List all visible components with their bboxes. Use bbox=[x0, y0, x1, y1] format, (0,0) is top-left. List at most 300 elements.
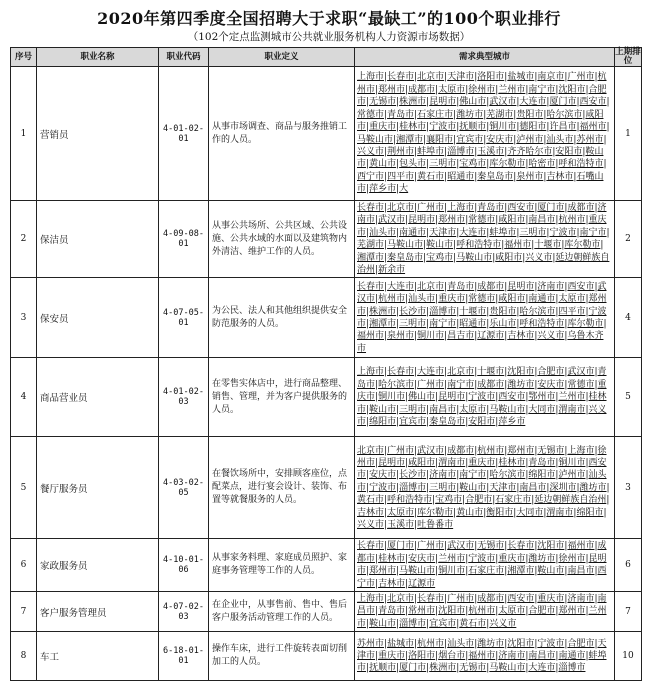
occupation-name: 商品营业员 bbox=[37, 358, 159, 437]
city-item: 株洲市 bbox=[399, 97, 427, 108]
city-item: 无锡市 bbox=[369, 97, 397, 108]
city-item: 厦门市 bbox=[399, 663, 427, 674]
city-item: 杭州市 bbox=[477, 445, 505, 456]
city-item: 成都市 bbox=[408, 84, 436, 95]
city-item: 哈尔滨市 bbox=[378, 379, 415, 390]
city-item: 杭州市 bbox=[357, 72, 607, 95]
city-item: 鄂州市 bbox=[528, 392, 556, 403]
occupation-definition: 从事家务料理、家庭成员照护、家庭事务管理等工作的人员。 bbox=[209, 539, 355, 592]
city-item: 重庆市 bbox=[357, 379, 607, 403]
row-number: 3 bbox=[11, 278, 37, 358]
city-item: 昆明市 bbox=[378, 457, 406, 468]
city-item: 绵阳市 bbox=[528, 470, 556, 481]
city-item: 长春市 bbox=[387, 72, 415, 83]
city-item: 武汉市 bbox=[357, 281, 607, 305]
city-item: 长沙市 bbox=[399, 470, 427, 481]
city-item: 吉林市 bbox=[507, 331, 535, 342]
city-item: 衡阳市 bbox=[486, 507, 514, 518]
city-item: 延边朝鲜族自治州 bbox=[534, 495, 607, 506]
city-item: 无锡市 bbox=[477, 541, 505, 552]
city-item: 北京市 bbox=[417, 72, 445, 83]
city-item: 桂林市 bbox=[357, 392, 607, 415]
previous-rank: 6 bbox=[615, 539, 642, 592]
city-item: 南宁市 bbox=[429, 318, 457, 329]
row-number: 6 bbox=[11, 539, 37, 592]
city-item: 铜川市 bbox=[558, 457, 586, 468]
city-item: 鞍山市 bbox=[369, 618, 397, 629]
city-item: 德阳市 bbox=[519, 122, 547, 133]
header-no: 序号 bbox=[11, 48, 37, 67]
city-item: 北京市 bbox=[387, 594, 415, 605]
header-def: 职业定义 bbox=[209, 48, 355, 67]
city-item: 大连市 bbox=[528, 663, 556, 674]
occupation-name: 客户服务管理员 bbox=[37, 592, 159, 632]
city-item: 渭南市 bbox=[558, 404, 586, 415]
city-item: 乐山市 bbox=[489, 318, 517, 329]
city-item: 大连市 bbox=[519, 97, 547, 108]
city-item: 西安市 bbox=[507, 594, 535, 605]
occupation-definition: 在零售实体店中，进行商品整理、销售、管理，并为客户提供服务的人员。 bbox=[209, 358, 355, 437]
city-item: 南昌市 bbox=[528, 651, 556, 662]
city-item: 铜川市 bbox=[378, 392, 406, 403]
header-rank: 上期排位 bbox=[615, 47, 641, 66]
city-item: 宁波市 bbox=[549, 227, 577, 238]
city-item: 黄石市 bbox=[417, 171, 445, 182]
city-item: 库尔勒市 bbox=[567, 318, 604, 329]
city-item: 黄石市 bbox=[459, 618, 487, 629]
city-item: 广州市 bbox=[417, 541, 445, 552]
city-item: 淄博市 bbox=[399, 482, 427, 493]
city-item: 杭州市 bbox=[378, 294, 406, 305]
city-item: 大同市 bbox=[528, 404, 556, 415]
header-name: 职业名称 bbox=[37, 48, 159, 67]
table-row bbox=[11, 539, 642, 592]
city-item: 重庆市 bbox=[537, 594, 565, 605]
row-number: 4 bbox=[11, 358, 37, 437]
header-cities: 需求典型城市 bbox=[355, 48, 615, 67]
city-item: 南昌市 bbox=[567, 566, 595, 577]
city-item: 咸阳市 bbox=[408, 457, 436, 468]
page-subtitle: （102个定点监测城市公共就业服务机构人力资源市场数据） bbox=[187, 31, 471, 43]
city-item: 合肥市 bbox=[357, 84, 607, 108]
city-item: 淄博市 bbox=[558, 663, 586, 674]
typical-cities: 苏州市|盐城市|杭州市|汕头市|潍坊市|沈阳市|宁波市|合肥市|天津市|重庆市|洛阳市|烟台市|福州市|济南市|南昌市|南通市|蚌埠市|抚顺市|厦门市|株洲市|无锡市|马鞍山市|大连市|淄博市 bbox=[355, 632, 615, 681]
city-item: 株洲市 bbox=[369, 306, 397, 317]
city-item: 西安市 bbox=[498, 392, 526, 403]
city-item: 青岛市 bbox=[378, 606, 406, 617]
occupation-name: 营销员 bbox=[37, 67, 159, 201]
typical-cities: 北京市|广州市|武汉市|成都市|杭州市|郑州市|无锡市|上海市|徐州市|昆明市|咸阳市|渭南市|重庆市|桂林市|青岛市|铜川市|西安市|安庆市|长沙市|济南市|南宁市|哈尔滨市|绵阳市|泸州市|汕头市|宁波市|淄博市|三明市|鞍山市|天津市|南昌市|深圳市|潍坊市|黄石市|呼和浩特市|宝鸡市|合肥市|石家庄市|延边朝鲜族自治州|吉林市|太原市|库尔勒市|黄山市|衡阳市|大同市|渭南市|绵阳市|兴义市|玉溪市|吐鲁番市 bbox=[355, 437, 615, 539]
city-item: 太原市 bbox=[459, 404, 487, 415]
city-item: 贵阳市 bbox=[489, 306, 517, 317]
occupation-definition: 为公民、法人和其他组织提供安全防范服务的人员。 bbox=[209, 278, 355, 358]
city-item: 大连市 bbox=[387, 281, 415, 292]
city-item: 烟台市 bbox=[438, 651, 466, 662]
city-item: 马鞍山市 bbox=[399, 566, 436, 577]
city-item: 广州市 bbox=[417, 379, 445, 390]
city-item: 辽源市 bbox=[408, 578, 436, 589]
typical-cities: 长春市|北京市|广州市|上海市|青岛市|西安市|厦门市|成都市|济南市|武汉市|昆明市|郑州市|常德市|咸阳市|南昌市|杭州市|重庆市|汕头市|南通市|天津市|大连市|蚌埠市|三明市|宁波市|南宁市|芜湖市|马鞍山市|鞍山市|呼和浩特市|福州市|十堰市|库尔勒市|湘潭市|秦皇岛市|宝鸡市|马鞍山市|咸阳市|兴义市|延边朝鲜族自治州|新余市 bbox=[355, 201, 615, 278]
occupation-code: 4-03-02-05 bbox=[159, 437, 209, 539]
city-item: 济南市 bbox=[537, 281, 565, 292]
city-item: 天津市 bbox=[429, 227, 457, 238]
city-item: 三明市 bbox=[519, 227, 547, 238]
city-item: 苏州市 bbox=[576, 134, 604, 145]
previous-rank: 1 bbox=[615, 67, 642, 201]
city-item: 三明市 bbox=[429, 159, 457, 170]
city-item: 玉溪市 bbox=[477, 146, 505, 157]
city-item: 蚌埠市 bbox=[489, 227, 517, 238]
header-code: 职业代码 bbox=[159, 48, 209, 67]
city-item: 郑州市 bbox=[507, 445, 535, 456]
city-item: 兰州市 bbox=[558, 392, 586, 403]
city-item: 安阳市 bbox=[555, 146, 583, 157]
city-item: 徐州市 bbox=[357, 445, 607, 468]
city-item: 佛山市 bbox=[459, 97, 487, 108]
city-item: 福州市 bbox=[357, 331, 385, 342]
city-item: 北京市 bbox=[387, 203, 415, 213]
city-item: 合肥市 bbox=[528, 606, 556, 617]
city-item: 南通市 bbox=[528, 294, 556, 305]
city-item: 郑州市 bbox=[558, 606, 586, 617]
city-item: 兴义市 bbox=[537, 331, 565, 342]
city-item: 昆明市 bbox=[357, 553, 607, 577]
city-item: 天津市 bbox=[489, 482, 517, 493]
city-item: 西安市 bbox=[579, 97, 607, 108]
city-item: 哈尔滨市 bbox=[546, 109, 583, 120]
city-item: 湘潭市 bbox=[369, 318, 397, 329]
city-item: 沈阳市 bbox=[438, 606, 466, 617]
city-item: 广州市 bbox=[387, 445, 415, 456]
typical-cities: 上海市|北京市|长春市|广州市|成都市|西安市|重庆市|济南市|南昌市|青岛市|常州市|沈阳市|杭州市|太原市|合肥市|郑州市|兰州市|鞍山市|淄博市|宜宾市|黄石市|兴义市 bbox=[355, 592, 615, 632]
city-item: 泸州市 bbox=[516, 134, 544, 145]
row-number: 7 bbox=[11, 592, 37, 632]
city-item: 库尔勒市 bbox=[489, 159, 526, 170]
city-item: 抚顺市 bbox=[459, 122, 487, 133]
row-number: 5 bbox=[11, 437, 37, 539]
city-item: 福州市 bbox=[468, 651, 496, 662]
city-item: 大同市 bbox=[516, 507, 544, 518]
city-item: 郑州市 bbox=[438, 215, 466, 226]
occupation-definition: 操作车床，进行工件旋转表面切削加工的人员。 bbox=[209, 632, 355, 681]
occupation-code: 4-01-02-01 bbox=[159, 67, 209, 201]
city-item: 沈阳市 bbox=[558, 84, 586, 95]
city-item: 秦皇岛市 bbox=[387, 252, 424, 263]
city-item: 昭通市 bbox=[459, 318, 487, 329]
city-item: 秦皇岛市 bbox=[429, 417, 466, 428]
city-item: 常州市 bbox=[408, 606, 436, 617]
city-item: 泉州市 bbox=[516, 171, 544, 182]
city-item: 库尔勒市 bbox=[417, 507, 454, 518]
occupation-code: 4-01-02-03 bbox=[159, 358, 209, 437]
city-item: 辽源市 bbox=[477, 331, 505, 342]
city-item: 鞍山市 bbox=[537, 566, 565, 577]
city-item: 无锡市 bbox=[537, 445, 565, 456]
city-item: 桂林市 bbox=[399, 122, 427, 133]
city-item: 昌吉市 bbox=[447, 331, 475, 342]
city-item: 安庆市 bbox=[408, 553, 436, 564]
city-item: 上海市 bbox=[357, 594, 385, 605]
city-item: 宁波市 bbox=[429, 122, 457, 133]
occupation-name: 保洁员 bbox=[37, 201, 159, 278]
row-number: 1 bbox=[11, 67, 37, 201]
city-item: 佛山市 bbox=[408, 392, 436, 403]
city-item: 重庆市 bbox=[438, 294, 466, 305]
city-item: 南昌市 bbox=[528, 215, 556, 226]
city-item: 济南市 bbox=[357, 203, 607, 226]
city-item: 广州市 bbox=[417, 203, 445, 213]
table-row bbox=[11, 592, 642, 632]
city-item: 大连市 bbox=[417, 367, 445, 378]
city-item: 马鞍山市 bbox=[456, 252, 493, 263]
city-item: 兰州市 bbox=[357, 606, 607, 629]
city-item: 重庆市 bbox=[498, 553, 526, 564]
occupation-name: 保安员 bbox=[37, 278, 159, 358]
city-item: 上海市 bbox=[357, 72, 385, 83]
city-item: 泉州市 bbox=[387, 331, 415, 342]
city-item: 福州市 bbox=[579, 122, 607, 133]
city-item: 宁波市 bbox=[468, 392, 496, 403]
city-item: 三明市 bbox=[399, 318, 427, 329]
city-item: 淄博市 bbox=[399, 618, 427, 629]
city-item: 武汉市 bbox=[447, 541, 475, 552]
city-item: 大 bbox=[399, 184, 409, 195]
city-item: 上海市 bbox=[567, 445, 595, 456]
city-item: 湘潭市 bbox=[396, 134, 424, 145]
table-row bbox=[11, 358, 642, 437]
city-item: 吉林市 bbox=[546, 171, 574, 182]
row-number: 2 bbox=[11, 201, 37, 278]
city-item: 成都市 bbox=[567, 203, 595, 213]
city-item: 厦门市 bbox=[537, 203, 565, 213]
city-item: 青岛市 bbox=[357, 367, 607, 390]
city-item: 青岛市 bbox=[477, 203, 505, 213]
city-item: 上海市 bbox=[357, 367, 385, 378]
city-item: 马鞍山市 bbox=[357, 134, 394, 145]
city-item: 咸阳市 bbox=[498, 215, 526, 226]
city-item: 潍坊市 bbox=[456, 109, 484, 120]
city-item: 太原市 bbox=[498, 606, 526, 617]
city-item: 深圳市 bbox=[549, 482, 577, 493]
city-item: 桂林市 bbox=[498, 457, 526, 468]
city-item: 萍乡市 bbox=[498, 417, 526, 428]
city-item: 马鞍山市 bbox=[489, 663, 526, 674]
city-item: 马鞍山市 bbox=[489, 404, 526, 415]
city-item: 鞍山市 bbox=[459, 482, 487, 493]
city-item: 昆明市 bbox=[429, 97, 457, 108]
city-item: 株洲市 bbox=[429, 663, 457, 674]
city-item: 蚌埠市 bbox=[357, 651, 607, 674]
occupation-name: 车工 bbox=[37, 632, 159, 681]
occupation-code: 6-18-01-01 bbox=[159, 632, 209, 681]
city-item: 广州市 bbox=[447, 594, 475, 605]
city-item: 常德市 bbox=[567, 379, 595, 390]
city-item: 芜湖市 bbox=[486, 109, 514, 120]
city-item: 杭州市 bbox=[468, 606, 496, 617]
city-item: 无锡市 bbox=[459, 663, 487, 674]
city-item: 南通市 bbox=[399, 227, 427, 238]
city-item: 汕头市 bbox=[408, 294, 436, 305]
city-item: 汕头市 bbox=[357, 470, 607, 493]
city-item: 兴义市 bbox=[357, 404, 607, 428]
city-item: 四平市 bbox=[387, 171, 415, 182]
city-item: 铜川市 bbox=[489, 122, 517, 133]
city-item: 南昌市 bbox=[429, 404, 457, 415]
city-item: 武汉市 bbox=[417, 445, 445, 456]
city-item: 石家庄市 bbox=[468, 566, 505, 577]
city-item: 石家庄市 bbox=[495, 495, 532, 506]
city-item: 洛阳市 bbox=[408, 651, 436, 662]
city-item: 兴义市 bbox=[357, 519, 385, 530]
city-item: 渭南市 bbox=[546, 507, 574, 518]
city-item: 南宁市 bbox=[447, 379, 475, 390]
city-item: 北京市 bbox=[417, 281, 445, 292]
city-item: 咸阳市 bbox=[498, 294, 526, 305]
city-item: 哈尔滨市 bbox=[489, 470, 526, 481]
city-item: 汕头市 bbox=[447, 638, 475, 649]
city-item: 兴义市 bbox=[357, 146, 385, 157]
city-item: 荆州市 bbox=[387, 146, 415, 157]
city-item: 西安市 bbox=[567, 281, 595, 292]
city-item: 青岛市 bbox=[528, 457, 556, 468]
city-item: 南宁市 bbox=[459, 470, 487, 481]
city-item: 长沙市 bbox=[399, 306, 427, 317]
city-item: 十堰市 bbox=[459, 306, 487, 317]
city-item: 厦门市 bbox=[549, 97, 577, 108]
city-item: 宝鸡市 bbox=[426, 252, 454, 263]
city-item: 宜宾市 bbox=[456, 134, 484, 145]
city-item: 宝鸡市 bbox=[435, 495, 463, 506]
city-item: 济南市 bbox=[498, 651, 526, 662]
table-header-row bbox=[11, 48, 642, 67]
occupation-name: 家政服务员 bbox=[37, 539, 159, 592]
city-item: 呼和浩特市 bbox=[558, 159, 604, 170]
city-item: 呼和浩特市 bbox=[387, 495, 433, 506]
occupation-code: 4-07-02-03 bbox=[159, 592, 209, 632]
typical-cities: 长春市|大连市|北京市|青岛市|成都市|昆明市|济南市|西安市|武汉市|杭州市|汕头市|重庆市|常德市|咸阳市|南通市|太原市|郑州市|株洲市|长沙市|淄博市|十堰市|贵阳市|哈尔滨市|四平市|宁波市|湘潭市|三明市|南宁市|昭通市|乐山市|呼和浩特市|库尔勒市|福州市|泉州市|铜川市|昌吉市|辽源市|吉林市|兴义市|乌鲁木齐市 bbox=[355, 278, 615, 358]
city-item: 湘潭市 bbox=[507, 566, 535, 577]
city-item: 鞍山市 bbox=[426, 240, 454, 251]
city-item: 吉林市 bbox=[357, 507, 385, 518]
city-item: 沈阳市 bbox=[507, 367, 535, 378]
occupation-name: 餐厅服务员 bbox=[37, 437, 159, 539]
city-item: 成都市 bbox=[477, 594, 505, 605]
city-item: 合肥市 bbox=[567, 638, 595, 649]
city-item: 石家庄市 bbox=[417, 109, 454, 120]
occupation-code: 4-07-05-01 bbox=[159, 278, 209, 358]
city-item: 宁波市 bbox=[537, 638, 565, 649]
city-item: 杭州市 bbox=[417, 638, 445, 649]
city-item: 昭通市 bbox=[447, 171, 475, 182]
city-item: 兴义市 bbox=[489, 618, 517, 629]
city-item: 渭南市 bbox=[438, 457, 466, 468]
occupation-definition: 从事市场调查、商品与服务推销工作的人员。 bbox=[209, 67, 355, 201]
occupation-table bbox=[10, 47, 642, 681]
city-item: 常德市 bbox=[357, 109, 385, 120]
city-item: 绵阳市 bbox=[369, 417, 397, 428]
city-item: 淄博市 bbox=[429, 306, 457, 317]
city-item: 安庆市 bbox=[486, 134, 514, 145]
city-item: 长春市 bbox=[357, 541, 385, 552]
city-item: 太原市 bbox=[438, 84, 466, 95]
city-item: 苏州市 bbox=[357, 638, 385, 649]
city-item: 杭州市 bbox=[558, 215, 586, 226]
table-row bbox=[11, 278, 642, 358]
city-item: 广州市 bbox=[567, 72, 595, 83]
city-item: 潍坊市 bbox=[507, 379, 535, 390]
city-item: 天津市 bbox=[357, 638, 607, 662]
occupation-definition: 从事公共场所、公共区域、公共设施、公共水域的水面以及建筑物内外清洁、维护工作的人员。 bbox=[209, 201, 355, 278]
city-item: 重庆市 bbox=[357, 215, 607, 238]
city-item: 郑州市 bbox=[357, 294, 607, 317]
table-row bbox=[11, 632, 642, 681]
city-item: 南京市 bbox=[537, 72, 565, 83]
city-item: 宁波市 bbox=[357, 306, 607, 329]
city-item: 吐鲁番市 bbox=[417, 519, 454, 530]
city-item: 南宁市 bbox=[528, 84, 556, 95]
row-number: 8 bbox=[11, 632, 37, 681]
city-item: 齐齐哈尔市 bbox=[507, 146, 553, 157]
previous-rank: 7 bbox=[615, 592, 642, 632]
typical-cities: 上海市|长春市|北京市|天津市|洛阳市|盐城市|南京市|广州市|杭州市|郑州市|成都市|太原市|徐州市|兰州市|南宁市|沈阳市|合肥市|无锡市|株洲市|昆明市|佛山市|武汉市|大连市|厦门市|西安市|常德市|青岛市|石家庄市|潍坊市|芜湖市|贵阳市|哈尔滨市|咸阳市|重庆市|桂林市|宁波市|抚顺市|铜川市|德阳市|许昌市|福州市|马鞍山市|湘潭市|襄阳市|宜宾市|安庆市|泸州市|汕头市|苏州市|兴义市|荆州市|蚌埠市|淄博市|玉溪市|齐齐哈尔市|安阳市|鞍山市|黄山市|包头市|三明市|宝鸡市|库尔勒市|哈密市|呼和浩特市|西宁市|四平市|黄石市|昭通市|秦皇岛市|泉州市|吉林市|石嘴山市|萍乡市|大 bbox=[355, 67, 615, 201]
city-item: 厦门市 bbox=[387, 541, 415, 552]
city-item: 常德市 bbox=[468, 215, 496, 226]
city-item: 盐城市 bbox=[387, 638, 415, 649]
city-item: 泸州市 bbox=[558, 470, 586, 481]
city-item: 潍坊市 bbox=[528, 553, 556, 564]
city-item: 铜川市 bbox=[438, 566, 466, 577]
city-item: 许昌市 bbox=[549, 122, 577, 133]
city-item: 黄山市 bbox=[456, 507, 484, 518]
city-item: 长春市 bbox=[387, 367, 415, 378]
city-item: 萍乡市 bbox=[369, 184, 397, 195]
city-item: 宜宾市 bbox=[429, 618, 457, 629]
city-item: 哈尔滨市 bbox=[519, 306, 556, 317]
city-item: 西安市 bbox=[357, 457, 607, 481]
city-item: 成都市 bbox=[357, 541, 607, 564]
city-item: 绵阳市 bbox=[576, 507, 604, 518]
city-item: 三明市 bbox=[399, 404, 427, 415]
city-item: 长春市 bbox=[417, 594, 445, 605]
city-item: 安阳市 bbox=[468, 417, 496, 428]
previous-rank: 10 bbox=[615, 632, 642, 681]
city-item: 重庆市 bbox=[468, 457, 496, 468]
city-item: 兰州市 bbox=[498, 84, 526, 95]
city-item: 芜湖市 bbox=[357, 240, 385, 251]
city-item: 秦皇岛市 bbox=[477, 171, 514, 182]
city-item: 十堰市 bbox=[534, 240, 562, 251]
occupation-definition: 在企业中，从事售前、售中、售后客户服务活动管理工作的人员。 bbox=[209, 592, 355, 632]
city-item: 长春市 bbox=[357, 281, 385, 292]
city-item: 吉林市 bbox=[378, 578, 406, 589]
city-item: 淄博市 bbox=[447, 146, 475, 157]
city-item: 三明市 bbox=[429, 482, 457, 493]
city-item: 包头市 bbox=[399, 159, 427, 170]
city-item: 石嘴山市 bbox=[357, 171, 604, 195]
typical-cities: 长春市|厦门市|广州市|武汉市|无锡市|长春市|沈阳市|福州市|成都市|桂林市|安庆市|兰州市|宁波市|重庆市|潍坊市|徐州市|昆明市|郑州市|马鞍山市|铜川市|石家庄市|湘潭市|鞍山市|南昌市|西宁市|吉林市|辽源市 bbox=[355, 539, 615, 592]
city-item: 上海市 bbox=[447, 203, 475, 213]
city-item: 徐州市 bbox=[468, 84, 496, 95]
city-item: 新余市 bbox=[378, 265, 406, 276]
city-item: 桂林市 bbox=[378, 553, 406, 564]
city-item: 郑州市 bbox=[378, 84, 406, 95]
city-item: 武汉市 bbox=[567, 367, 595, 378]
city-item: 咸阳市 bbox=[357, 109, 604, 133]
city-item: 北京市 bbox=[447, 367, 475, 378]
previous-rank: 5 bbox=[615, 358, 642, 437]
city-item: 西宁市 bbox=[357, 171, 385, 182]
city-item: 沈阳市 bbox=[537, 541, 565, 552]
